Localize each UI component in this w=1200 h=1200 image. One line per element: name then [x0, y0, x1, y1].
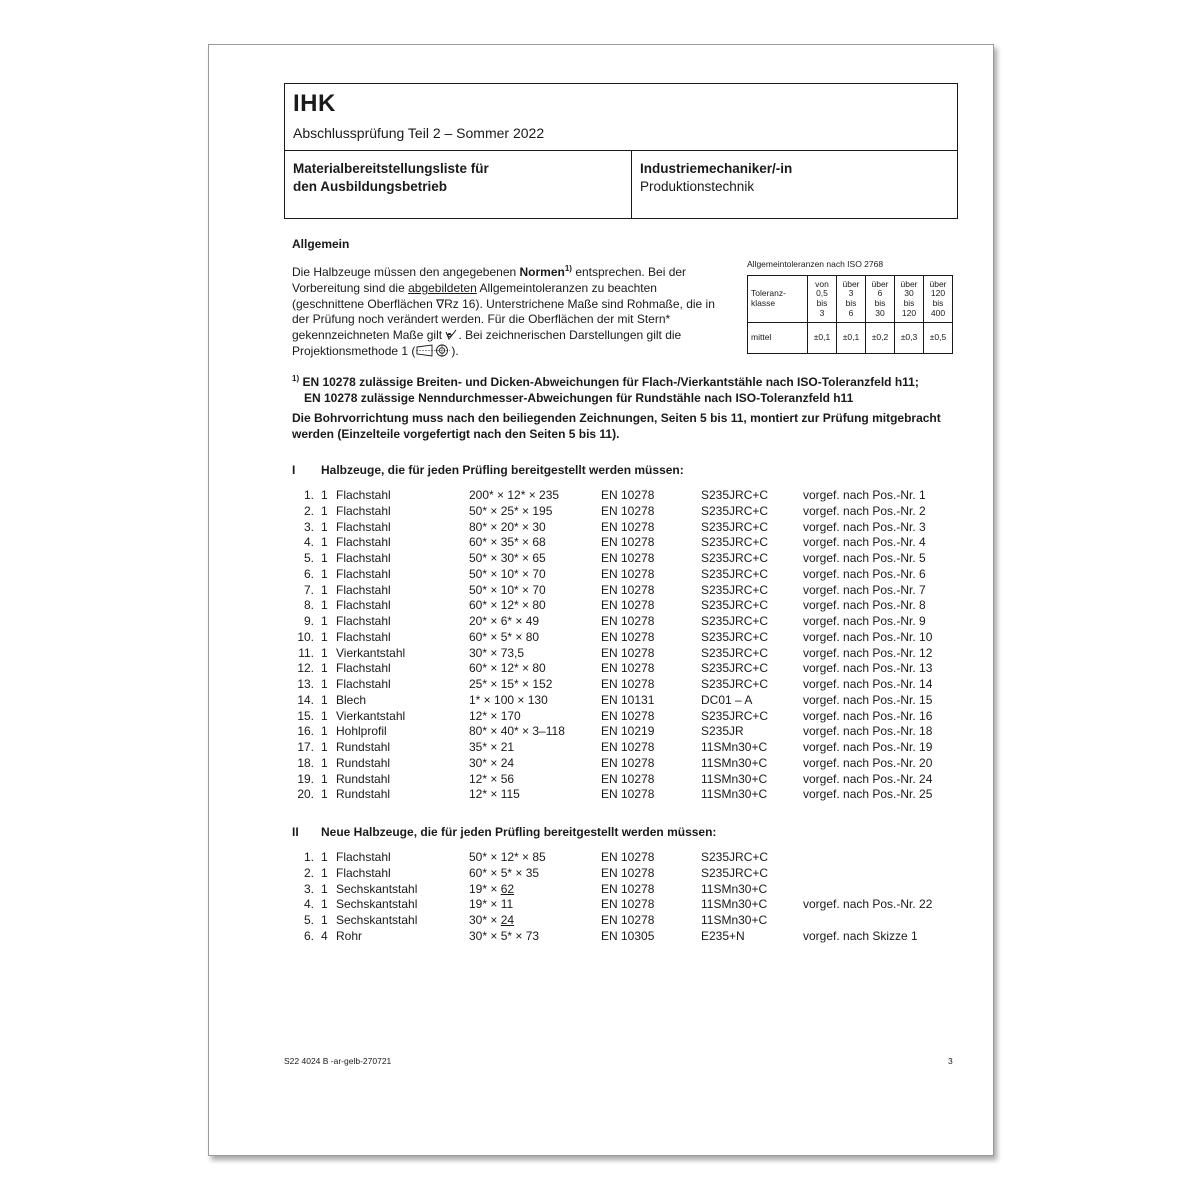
item-note: vorgef. nach Pos.-Nr. 24	[803, 771, 933, 786]
section2-roman: II	[292, 825, 299, 839]
item-note: vorgef. nach Pos.-Nr. 22	[803, 897, 933, 912]
item-number: 4.	[303, 535, 314, 550]
item-material: E235+N	[701, 928, 745, 943]
item-norm: EN 10278	[601, 488, 655, 502]
item-quantity: 1	[321, 787, 328, 802]
footer-code: S22 4024 B -ar-gelb-270721	[284, 1056, 392, 1066]
general-paragraph	[292, 261, 730, 360]
profession: Industriemechaniker/-in	[640, 161, 793, 176]
item-note: vorgef. nach Pos.-Nr. 6	[803, 566, 926, 581]
item-dimensions: 50* × 30* × 65	[469, 551, 546, 565]
item-quantity: 1	[321, 740, 328, 754]
item-number: 18.	[297, 755, 314, 770]
tolerance-class-text: Toleranz- klasse	[751, 288, 786, 308]
item-material: 11SMn30+C	[701, 787, 768, 802]
tolerance-range	[895, 276, 924, 323]
item-dimensions	[469, 850, 546, 866]
item-quantity: 1	[321, 503, 328, 518]
item-number: 3.	[303, 881, 314, 896]
item-quantity: 1	[321, 614, 328, 628]
item-norm: EN 10278	[601, 787, 655, 802]
item-quantity: 1	[321, 519, 328, 534]
item-material: S235JRC+C	[701, 598, 769, 613]
item-norm: EN 10278	[601, 771, 655, 786]
item-quantity: 1	[321, 724, 328, 739]
item-material: 11SMn30+C	[701, 897, 768, 912]
item-material: 11SMn30+C	[701, 913, 768, 927]
assembly-note: Die Bohrvorrichtung muss nach den beiliegenden Zeichnungen, Seiten 5 bis 11, montiert zur Prüfung mitgebracht werden (Einzelteile vorgefertigt nach den Seiten 5 bis 11).	[292, 411, 941, 441]
tolerance-range	[837, 276, 866, 323]
item-note: vorgef. nach Pos.-Nr. 7	[803, 582, 926, 597]
header-top	[285, 84, 957, 151]
item-quantity: 4	[321, 928, 328, 943]
item-dimensions	[469, 882, 514, 898]
section1-title: Halbzeuge, die für jeden Prüfling bereitgestellt werden müssen:	[321, 463, 684, 477]
item-dimensions: 80* × 40* × 3–118	[469, 724, 565, 739]
item-dimensions: 30* × 73,5	[469, 645, 525, 660]
item-dimensions	[469, 913, 514, 929]
header-box	[284, 83, 958, 219]
item-name: Rundstahl	[336, 771, 391, 786]
tolerance-range	[808, 276, 837, 323]
specialization: Produktionstechnik	[640, 179, 755, 194]
item-name: Rundstahl	[336, 740, 391, 754]
tolerance-range-text: über 3 bis 6	[842, 278, 860, 318]
item-note: vorgef. nach Pos.-Nr. 1	[803, 488, 926, 502]
item-norm: EN 10278	[601, 881, 655, 896]
footnote	[292, 371, 962, 406]
item-norm: EN 10278	[601, 598, 655, 613]
item-note: vorgef. nach Pos.-Nr. 2	[803, 503, 926, 518]
item-material: S235JRC+C	[701, 629, 769, 644]
item-quantity: 1	[321, 551, 328, 565]
footnote-line2: EN 10278 zulässige Nenndurchmesser-Abweichungen für Rundstähle nach ISO-Toleranzfeld h11	[304, 391, 854, 405]
tolerance-value: ±0,1	[808, 323, 837, 354]
item-dimensions: 20* × 6* × 49	[469, 614, 540, 628]
item-note: vorgef. nach Pos.-Nr. 10	[803, 629, 933, 644]
general-text-abgebildeten: abgebildeten	[408, 280, 477, 295]
item-note: vorgef. nach Pos.-Nr. 4	[803, 535, 926, 550]
item-norm: EN 10278	[601, 551, 655, 565]
item-name: Sechskantstahl	[336, 913, 418, 927]
item-dimensions: 50* × 10* × 70	[469, 566, 546, 581]
item-note: vorgef. nach Pos.-Nr. 15	[803, 692, 933, 707]
item-number: 13.	[297, 677, 314, 691]
document-title-line2: den Ausbildungsbetrieb	[293, 179, 448, 194]
tolerance-row-label: mittel	[748, 323, 808, 354]
item-dimensions: 30* × 24	[469, 755, 515, 770]
item-dimensions: 12* × 115	[469, 787, 520, 802]
item-quantity: 1	[321, 645, 328, 660]
item-number: 9.	[303, 614, 314, 628]
item-norm: EN 10278	[601, 503, 655, 518]
item-name: Flachstahl	[336, 503, 391, 518]
item-number: 1.	[303, 850, 314, 864]
item-norm: EN 10278	[601, 661, 655, 676]
item-number: 5.	[303, 551, 314, 565]
item-quantity: 1	[321, 897, 328, 912]
item-material: S235JRC+C	[701, 535, 769, 550]
item-number: 14.	[297, 692, 314, 707]
item-material: S235JRC+C	[701, 582, 769, 597]
item-dimensions: 50* × 10* × 70	[469, 582, 546, 597]
item-quantity: 1	[321, 677, 328, 691]
item-norm: EN 10278	[601, 629, 655, 644]
item-dimensions	[469, 929, 539, 945]
item-dimensions-text: 60* × 5* × 35	[469, 865, 540, 880]
section1-heading	[292, 463, 684, 477]
item-quantity: 1	[321, 598, 328, 613]
page-number: 3	[948, 1056, 953, 1066]
item-quantity: 1	[321, 771, 328, 786]
item-note: vorgef. nach Pos.-Nr. 3	[803, 519, 926, 534]
item-note: vorgef. nach Pos.-Nr. 12	[803, 645, 933, 660]
tolerance-value: ±0,5	[924, 323, 953, 354]
item-name: Sechskantstahl	[336, 881, 418, 896]
general-text-5: . Bei zeichnerischen Darstellungen gilt die Projektionsmethode 1 (	[292, 328, 682, 358]
item-dimensions: 1* × 100 × 130	[469, 692, 548, 707]
item-quantity: 1	[321, 566, 328, 581]
general-text-4: ). Unterstrichene Maße sind Rohmaße, die in der Prüfung noch verändert werden. Für die Oberflächen der mit Stern* gekennzeichneten Maße gilt	[292, 296, 715, 343]
item-dimensions-text: 30* × 5* × 73	[469, 928, 540, 943]
item-name: Flachstahl	[336, 865, 391, 880]
item-material: S235JRC+C	[701, 661, 769, 676]
item-quantity: 1	[321, 629, 328, 644]
surface-finish-icon	[445, 329, 458, 340]
item-number: 11.	[298, 645, 314, 660]
item-norm: EN 10278	[601, 708, 655, 723]
item-dimensions: 60* × 12* × 80	[469, 661, 546, 676]
tolerance-title: Allgemeintoleranzen nach ISO 2768	[747, 259, 884, 269]
item-name: Rohr	[336, 928, 363, 943]
item-name: Hohlprofil	[336, 724, 387, 739]
item-dimensions-raw: 24	[500, 913, 515, 927]
item-dimensions: 50* × 25* × 195	[469, 503, 553, 518]
item-material: S235JRC+C	[701, 519, 769, 534]
item-material: S235JRC+C	[701, 503, 769, 518]
item-norm: EN 10278	[601, 566, 655, 581]
item-dimensions: 25* × 15* × 152	[469, 677, 553, 691]
item-material: S235JRC+C	[701, 850, 769, 864]
item-dimensions: 80* × 20* × 30	[469, 519, 546, 534]
item-dimensions: 60* × 35* × 68	[469, 535, 546, 550]
item-norm: EN 10278	[601, 677, 655, 691]
item-quantity: 1	[321, 488, 328, 502]
tolerance-range	[866, 276, 895, 323]
tolerance-value: ±0,3	[895, 323, 924, 354]
item-name: Flachstahl	[336, 629, 391, 644]
item-material: S235JRC+C	[701, 488, 769, 502]
item-material: S235JRC+C	[701, 865, 769, 880]
item-number: 1.	[303, 488, 314, 502]
item-name: Flachstahl	[336, 566, 391, 581]
item-quantity: 1	[321, 850, 328, 864]
document-title-line1: Materialbereitstellungsliste für	[293, 161, 489, 176]
item-norm: EN 10278	[601, 519, 655, 534]
item-norm: EN 10278	[601, 535, 655, 550]
item-quantity: 1	[321, 692, 328, 707]
item-name: Flachstahl	[336, 551, 391, 565]
item-note: vorgef. nach Pos.-Nr. 8	[803, 598, 926, 613]
item-number: 4.	[303, 897, 314, 912]
item-name: Rundstahl	[336, 755, 391, 770]
item-quantity: 1	[321, 708, 328, 723]
item-number: 2.	[303, 503, 314, 518]
item-norm: EN 10278	[601, 755, 655, 770]
item-number: 15.	[297, 708, 314, 723]
tolerance-class-label	[748, 276, 808, 323]
item-note: vorgef. nach Skizze 1	[803, 928, 918, 943]
item-number: 19.	[297, 771, 314, 786]
item-material: S235JRC+C	[701, 566, 769, 581]
item-norm: EN 10278	[601, 614, 655, 628]
section1-roman: I	[292, 463, 296, 477]
tolerance-range-text: über 120 bis 400	[929, 278, 947, 318]
item-dimensions: 12* × 56	[469, 771, 515, 786]
tolerance-range-text: über 30 bis 120	[900, 278, 918, 318]
item-norm: EN 10278	[601, 913, 655, 927]
item-dimensions: 35* × 21	[469, 740, 515, 754]
tolerance-value: ±0,2	[866, 323, 895, 354]
surface-symbol-rz: ∇Rz 16	[436, 296, 476, 311]
projection-method-icon	[415, 344, 451, 357]
org-name: IHK	[293, 90, 336, 117]
item-number: 10.	[297, 629, 314, 644]
item-norm: EN 10278	[601, 740, 655, 754]
tolerance-range	[924, 276, 953, 323]
item-number: 5.	[303, 913, 314, 927]
item-dimensions: 60* × 5* × 80	[469, 629, 540, 644]
item-quantity: 1	[321, 661, 328, 676]
item-note: vorgef. nach Pos.-Nr. 9	[803, 614, 926, 628]
item-name: Flachstahl	[336, 677, 391, 691]
item-material: S235JRC+C	[701, 551, 769, 565]
item-note: vorgef. nach Pos.-Nr. 14	[803, 677, 933, 691]
item-dimensions	[469, 866, 539, 882]
item-material: DC01 – A	[701, 692, 753, 707]
item-number: 17.	[297, 740, 314, 754]
item-material: S235JRC+C	[701, 677, 769, 691]
item-name: Flachstahl	[336, 535, 391, 550]
item-number: 3.	[303, 519, 314, 534]
item-dimensions-text: 30* ×	[469, 913, 501, 927]
item-note: vorgef. nach Pos.-Nr. 18	[803, 724, 933, 739]
item-number: 8.	[303, 598, 314, 613]
item-number: 6.	[303, 566, 314, 581]
item-dimensions: 200* × 12* × 235	[469, 488, 560, 502]
item-name: Flachstahl	[336, 488, 391, 502]
item-dimensions-text: 19* ×	[469, 881, 501, 896]
footnote-ref: 1)	[564, 264, 572, 273]
item-name: Flachstahl	[336, 519, 391, 534]
item-quantity: 1	[321, 881, 328, 896]
item-note: vorgef. nach Pos.-Nr. 25	[803, 787, 933, 802]
item-norm: EN 10219	[601, 724, 655, 739]
item-name: Flachstahl	[336, 614, 391, 628]
item-dimensions-text: 19* × 11	[469, 897, 514, 912]
item-dimensions: 60* × 12* × 80	[469, 598, 546, 613]
item-dimensions-raw: 62	[500, 881, 515, 896]
footnote-marker: 1)	[292, 374, 300, 383]
item-material: S235JR	[701, 724, 744, 739]
item-name: Flachstahl	[336, 850, 391, 864]
item-name: Sechskantstahl	[336, 897, 418, 912]
general-text-2: entsprechen. Bei der Vorbereitung sind die	[292, 265, 687, 295]
item-number: 6.	[303, 928, 314, 943]
item-norm: EN 10278	[601, 850, 655, 864]
item-note: vorgef. nach Pos.-Nr. 19	[803, 740, 933, 754]
item-quantity: 1	[321, 582, 328, 597]
item-number: 16.	[297, 724, 314, 739]
item-material: 11SMn30+C	[701, 755, 768, 770]
item-note: vorgef. nach Pos.-Nr. 13	[803, 661, 933, 676]
header-right	[632, 151, 957, 218]
item-norm: EN 10278	[601, 897, 655, 912]
item-name: Vierkantstahl	[336, 708, 406, 723]
item-norm: EN 10278	[601, 865, 655, 880]
item-number: 12.	[297, 661, 314, 676]
item-note: vorgef. nach Pos.-Nr. 16	[803, 708, 933, 723]
item-number: 20.	[297, 787, 314, 802]
item-material: S235JRC+C	[701, 614, 769, 628]
item-dimensions	[469, 897, 513, 913]
item-material: S235JRC+C	[701, 645, 769, 660]
tolerance-value: ±0,1	[837, 323, 866, 354]
item-number: 7.	[303, 582, 314, 597]
item-name: Blech	[336, 692, 367, 707]
general-text-3: Allgemeintoleranzen zu beachten (geschnittene Oberflächen	[292, 280, 657, 311]
item-quantity: 1	[321, 535, 328, 550]
item-material: 11SMn30+C	[701, 881, 768, 896]
document-page	[208, 44, 994, 1156]
section2-title: Neue Halbzeuge, die für jeden Prüfling bereitgestellt werden müssen:	[321, 825, 717, 839]
item-dimensions: 12* × 170	[469, 708, 521, 723]
header-left	[285, 151, 632, 218]
item-name: Flachstahl	[336, 598, 391, 613]
item-name: Rundstahl	[336, 787, 391, 802]
tolerance-range-text: von 0,5 bis 3	[815, 278, 829, 318]
document-title	[293, 160, 613, 196]
exam-title: Abschlussprüfung Teil 2 – Sommer 2022	[293, 125, 545, 141]
footnote-line1: EN 10278 zulässige Breiten- und Dicken-Abweichungen für Flach-/Vierkantstähle nach ISO-Toleranzfeld h11;	[299, 375, 919, 389]
general-text-1: Die Halbzeuge müssen den angegebenen	[292, 265, 520, 279]
item-norm: EN 10278	[601, 645, 655, 660]
item-material: S235JRC+C	[701, 708, 769, 723]
general-text-normen: Normen	[519, 265, 565, 279]
item-note: vorgef. nach Pos.-Nr. 20	[803, 755, 933, 770]
item-quantity: 1	[321, 755, 328, 770]
item-name: Flachstahl	[336, 661, 391, 676]
general-text-6: ).	[451, 343, 459, 358]
section2-heading	[292, 825, 716, 839]
item-number: 2.	[303, 865, 314, 880]
tolerance-table	[747, 275, 953, 354]
item-dimensions-text: 50* × 12* × 85	[469, 850, 546, 864]
item-material: 11SMn30+C	[701, 740, 768, 754]
item-quantity: 1	[321, 913, 328, 927]
item-note: vorgef. nach Pos.-Nr. 5	[803, 551, 926, 565]
item-norm: EN 10305	[601, 928, 655, 943]
item-norm: EN 10131	[601, 692, 655, 707]
item-name: Vierkantstahl	[336, 645, 406, 660]
item-material: 11SMn30+C	[701, 771, 768, 786]
item-norm: EN 10278	[601, 582, 655, 597]
general-heading: Allgemein	[292, 237, 350, 251]
item-quantity: 1	[321, 865, 328, 880]
item-name: Flachstahl	[336, 582, 391, 597]
tolerance-range-text: über 6 bis 30	[871, 278, 889, 318]
